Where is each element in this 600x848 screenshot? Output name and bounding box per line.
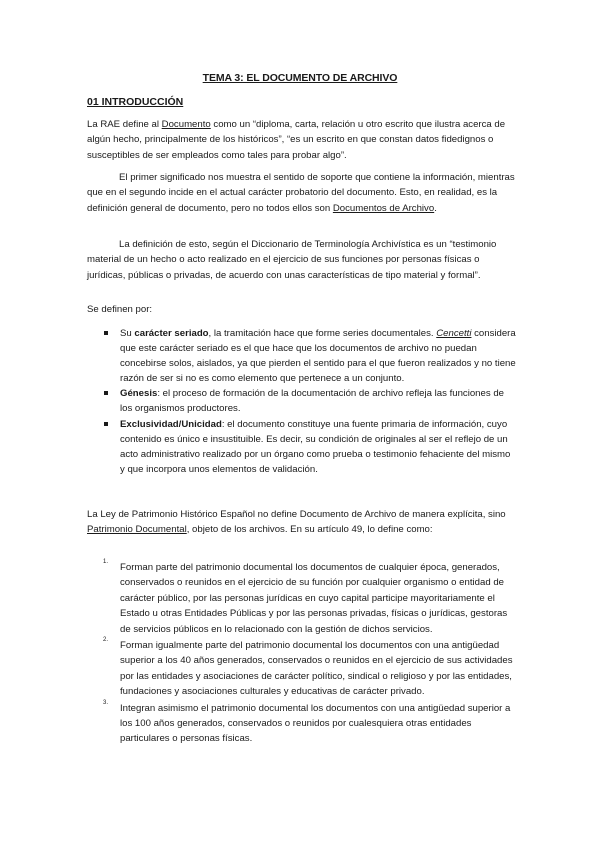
bullet-text: , la tramitación hace que forme series documentales.	[208, 328, 437, 339]
term-documentos-de-archivo: Documentos de Archivo	[332, 202, 435, 214]
paragraph-dictionary-definition: La definición de esto, según el Diccionario de Terminología Archivística es un “testimonio material de un hecho o acto realizado en el ejercicio de sus funciones por personas físicas o jurídicas, públicas o privadas, de acuerdo con unas características de tipo material y formal”.	[87, 239, 497, 281]
p1-text-a: La RAE define al	[87, 119, 162, 130]
list-item	[87, 386, 517, 416]
bullet-text-pre: Su	[120, 328, 135, 339]
paragraph-defined-by: Se definen por:	[87, 304, 153, 315]
term-documento: Documento	[161, 119, 211, 130]
list-item	[87, 638, 517, 700]
bullet-marker	[104, 391, 108, 395]
p1-text-b: como un “diploma, carta, relación u otro escrito que ilustra acerca de algún hecho, principalmente de los históricos”, “es un escrito en que constan datos fidedignos o susceptibles de ser empleados como tales para probar algo”.	[87, 119, 506, 161]
bullet-text: : el proceso de formación de la documentación de archivo refleja las funciones de los organismos productores.	[120, 388, 504, 415]
bullet-text: : el documento constituye una fuente primaria de información, cuyo contenido es único e insustituible. Es decir, su condición de originales al ser el reflejo de un acto administrativo realizado por un órgano como prueba o testimonio fehaciente del mismo y que incorpora unos elementos de validación.	[120, 418, 511, 475]
item-text: Forman parte del patrimonio documental los documentos de cualquier época, generados, conservados o reunidos en el ejercicio de su función por cualquier organismo o entidad de carácter público, por las personas jurídicas en cuyo capital participe mayoritariamente el Estado u otras Entidades Públicas y por las personas privadas, físicas o jurídicas, gestoras de servicios públicos en lo relacionado con la gestión de dichos servicios.	[120, 562, 508, 635]
list-item	[87, 560, 517, 637]
list-item	[87, 701, 517, 747]
paragraph-ley-patrimonio	[87, 507, 517, 538]
bullet-marker	[104, 422, 108, 426]
characteristics-list	[87, 326, 517, 477]
bullet-marker	[104, 331, 108, 335]
bullet-text-continued: considera que este carácter seriado es el que hace que los documentos de archivo no puedan concebirse solos, aislados, ya que pierden el sentido para el que fueron realizados y no tiene razón de ser si no es como elemento que pertenece a un conjunto.	[120, 328, 516, 385]
p5-text-b: , objeto de los archivos. En su artículo 49, lo define como:	[186, 524, 433, 536]
list-item	[87, 417, 517, 477]
article-49-list	[87, 560, 517, 748]
document-title: TEMA 3: EL DOCUMENTO DE ARCHIVO	[202, 72, 398, 84]
item-text: Forman igualmente parte del patrimonio documental los documentos con una antigüedad superior a los 40 años generados, conservados o reunidos en el ejercicio de sus actividades por las entidades y asociaciones de carácter político, sindical o religioso y por las entidades, fundaciones y asociaciones culturales y educativas de carácter privado.	[120, 640, 513, 698]
item-number: 1.	[103, 559, 109, 565]
author-cencetti: Cencetti	[436, 328, 472, 339]
paragraph-rae-definition	[87, 117, 517, 163]
section-heading: 01 INTRODUCCIÓN	[87, 96, 184, 108]
item-text: Integran asimismo el patrimonio documental los documentos con una antigüedad superior a los 100 años generados, conservados o reunidos por cualesquiera otras entidades particulares o personas físicas.	[120, 702, 511, 745]
bullet-term: Exclusividad/Unicidad	[120, 418, 222, 430]
p5-text-a: La Ley de Patrimonio Histórico Español no define Documento de Archivo de manera explícita, sino	[87, 509, 506, 520]
item-number: 3.	[103, 699, 109, 706]
list-item	[87, 326, 517, 386]
term-patrimonio-documental: Patrimonio Documental	[87, 524, 187, 536]
p2-text-b: .	[434, 202, 437, 214]
paragraph-meanings	[87, 170, 517, 216]
p2-text-a: El primer significado nos muestra el sentido de soporte que contiene la información, mientras que en el segundo incide en el actual carácter probatorio del documento. Esto, en realidad, es la definición general de documento, pero no todos ellos son	[87, 172, 515, 214]
item-number: 2.	[103, 637, 109, 644]
bullet-term: carácter seriado	[134, 328, 209, 339]
bullet-term: Génesis	[120, 388, 158, 400]
